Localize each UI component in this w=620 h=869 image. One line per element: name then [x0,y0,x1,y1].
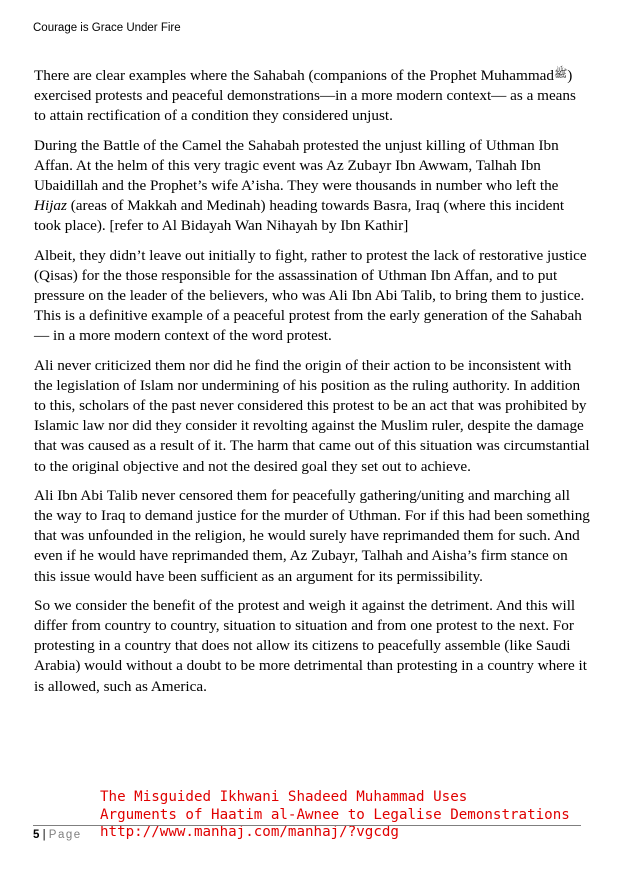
paragraph-1-text-a: There are clear examples where the Sahabah (companions of the Prophet Muhammad [34,67,554,84]
running-header: Courage is Grace Under Fire [33,22,181,34]
document-body [34,64,590,706]
honorific-glyph: ﷺ [553,67,568,80]
source-url[interactable]: http://www.manhaj.com/manhaj/?vgcdg [100,824,399,840]
paragraph-3: Albeit, they didn’t leave out initially to fight, rather to protest the lack of restorative justice (Qisas) for the those responsible for the assassination of Uthman Ibn Affan, and to put pressure on the leader of the believers, who was Ali Ibn Abi Talib, to bring them to justice. This is a definitive example of a peaceful protest from the early generation of the Sahabah— in a more modern context of the word protest. [34,246,587,345]
paragraph-2-text-b: (areas of Makkah and Medinah) heading towards Basra, Iraq (where this incident took place). [refer to Al Bidayah Wan Nihayah by Ibn Kathir] [34,197,565,235]
paragraph-1-text-b: ) exercised protests and peaceful demonstrations—in a more modern context— as a means to attain rectification of a condition they considered unjust. [34,67,576,125]
source-link-block[interactable] [100,789,600,842]
page-label: Page [48,829,82,841]
paragraph-6: So we consider the benefit of the protest and weigh it against the detriment. And this will differ from country to country, situation to situation and from one protest to the next. For protesting in a country that does not allow its citizens to peacefully assemble (like Saudi Arabia) would without a doubt to be more detrimental than protesting in a country where it is allowed, such as America. [34,596,587,695]
page-number-footer [33,829,82,841]
page-number: 5 [33,829,40,841]
source-title-line-1: The Misguided Ikhwani Shadeed Muhammad Uses [100,789,468,805]
paragraph-2-italic-term: Hijaz [34,197,67,215]
source-title-line-2: Arguments of Haatim al-Awnee to Legalise Demonstrations [100,806,570,823]
page-separator: | [39,829,49,841]
paragraph-4: Ali never criticized them nor did he find the origin of their action to be inconsistent with the legislation of Islam nor undermining of his position as the ruling authority. In addition to this, scholars of the past never considered this protest to be an act that was prohibited by Islamic law nor did they consider it revolting against the Muslim ruler, despite the damage that was caused as a result of it. The harm that came out of this situation was circumstantial to the original objective and not the desired goal they set out to achieve. [34,356,590,475]
paragraph-5: Ali Ibn Abi Talib never censored them for peacefully gathering/uniting and marching all the way to Iraq to demand justice for the murder of Uthman. For if this had been something that was unfounded in the religion, he would surely have reprimanded them for such. And even if he would have reprimanded them, Az Zubayr, Talhah and Aisha’s firm stance on this issue would have been sufficient as an argument for its permissibility. [34,486,590,585]
paragraph-1 [34,64,590,127]
footer-divider [33,825,581,826]
paragraph-2 [34,136,590,237]
paragraph-2-text-a: During the Battle of the Camel the Sahabah protested the unjust killing of Uthman Ibn Affan. At the helm of this very tragic event was Az Zubayr Ibn Awwam, Talhah Ibn Ubaidillah and the Prophet’s wife A’isha. They were thousands in number who left the [34,136,559,195]
